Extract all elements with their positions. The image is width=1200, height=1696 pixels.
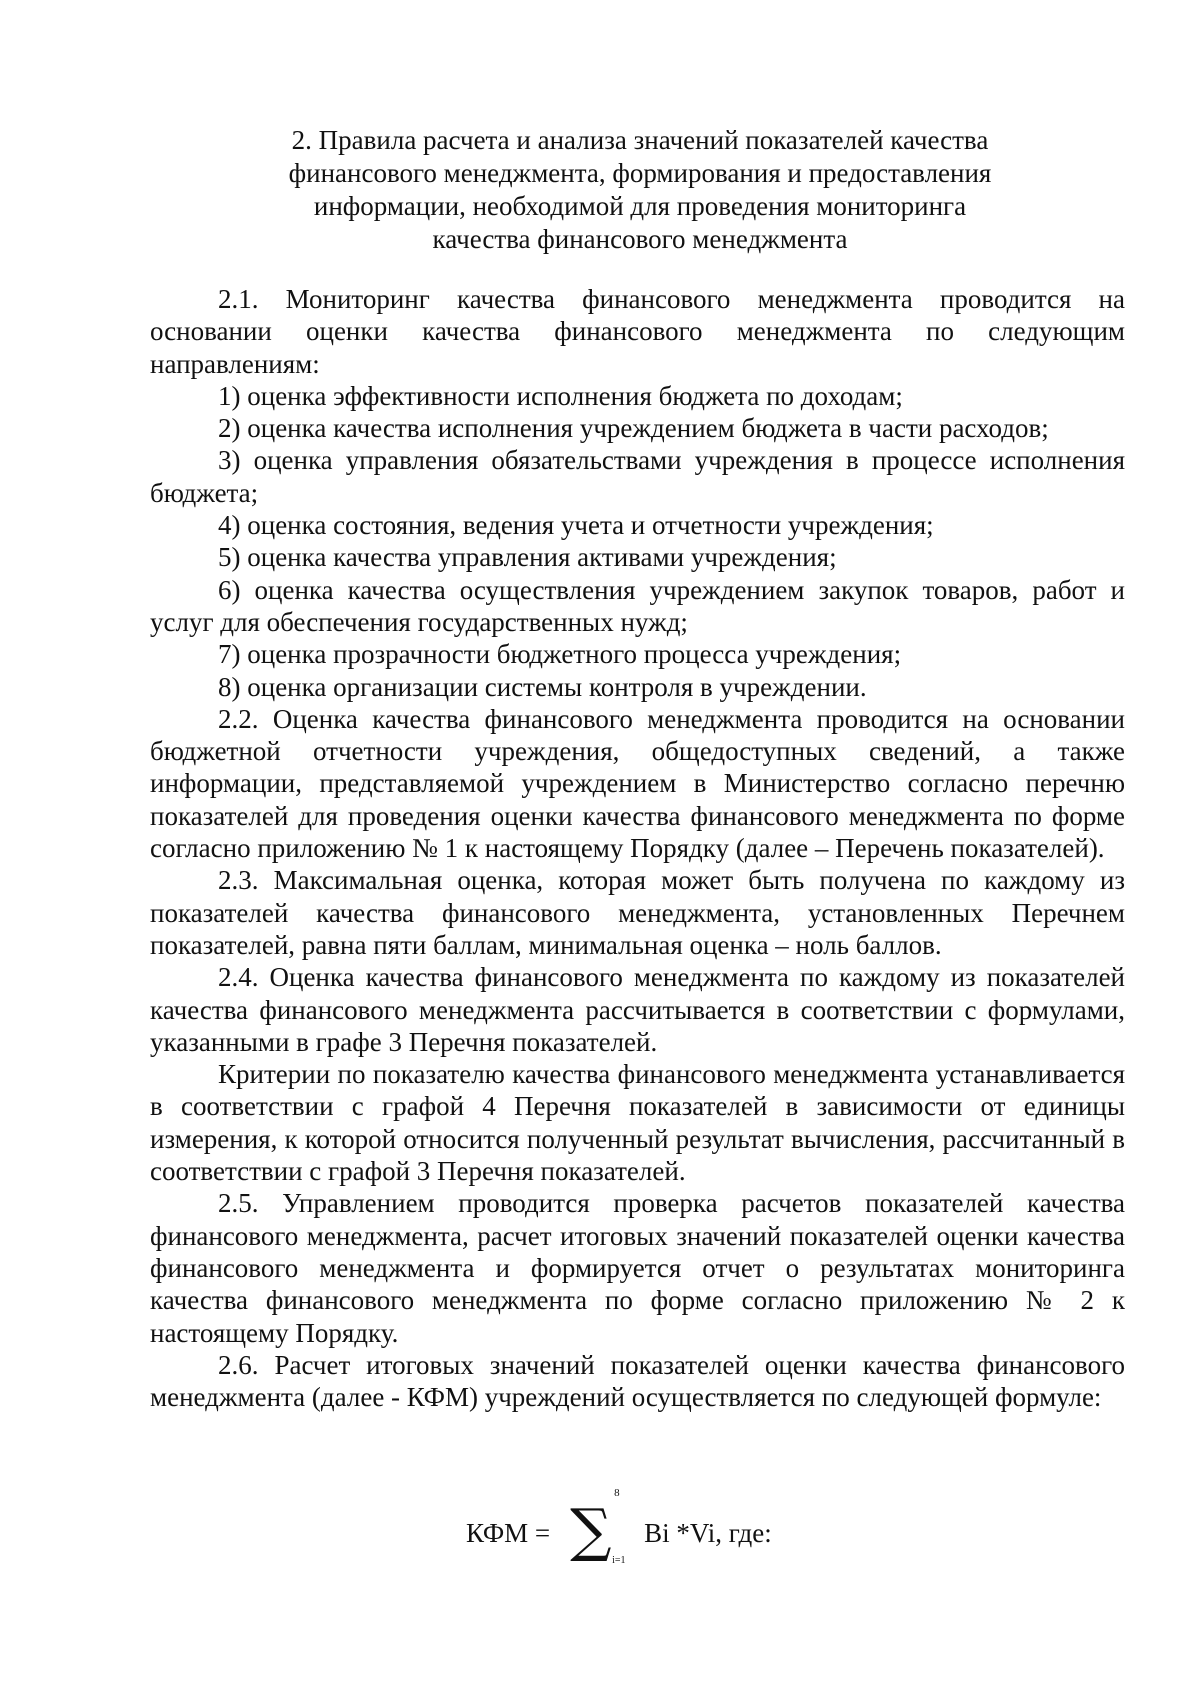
list-item-5: 5) оценка качества управления активами учреждения; bbox=[218, 542, 837, 573]
summation-lower-limit: i=1 bbox=[612, 1555, 626, 1566]
summation bbox=[570, 1487, 634, 1573]
paragraph-2-1: 2.1. Мониторинг качества финансового менеджмента проводится на основании оценки качества финансового менеджмента по следующим направлениям: bbox=[150, 284, 1125, 379]
sigma-symbol: ∑ bbox=[570, 1496, 612, 1564]
list-item-1: 1) оценка эффективности исполнения бюджета по доходам; bbox=[218, 380, 903, 411]
list-item-6: 6) оценка качества осуществления учреждением закупок товаров, работ и услуг для обеспечения государственных нужд; bbox=[150, 574, 1125, 637]
heading-line: финансового менеджмента, формирования и предоставления bbox=[288, 158, 992, 188]
formula-rhs: Bi *Vi, где: bbox=[644, 1517, 772, 1548]
section-heading bbox=[150, 124, 1130, 256]
document-body bbox=[150, 283, 1125, 1413]
formula-lhs: КФМ = bbox=[466, 1517, 551, 1548]
list-item-2: 2) оценка качества исполнения учреждением бюджета в части расходов; bbox=[218, 413, 1049, 444]
kfm-formula bbox=[466, 1487, 772, 1573]
list-item-8: 8) оценка организации системы контроля в учреждении. bbox=[218, 671, 867, 702]
heading-line: информации, необходимой для проведения мониторинга bbox=[313, 191, 967, 221]
paragraph-2-5: 2.5. Управлением проводится проверка расчетов показателей качества финансового менеджмента, расчет итоговых значений показателей оценки качества финансового менеджмента и формируется отчет о результатах мониторинга качества финансового менеджмента по форме согласно приложению № 2 к настоящему Порядку. bbox=[150, 1188, 1125, 1348]
paragraph-criteria: Критерии по показателю качества финансового менеджмента устанавливается в соответствии с графой 4 Перечня показателей в зависимости от единицы измерения, к которой относится полученный результат вычисления, рассчитанный в соответствии с графой 3 Перечня показателей. bbox=[150, 1059, 1125, 1187]
heading-line: качества финансового менеджмента bbox=[432, 224, 848, 254]
summation-upper-limit: 8 bbox=[614, 1487, 620, 1499]
list-item-7: 7) оценка прозрачности бюджетного процесса учреждения; bbox=[218, 639, 902, 670]
list-item-3: 3) оценка управления обязательствами учреждения в процессе исполнения бюджета; bbox=[150, 445, 1125, 508]
list-item-4: 4) оценка состояния, ведения учета и отчетности учреждения; bbox=[218, 510, 934, 541]
paragraph-2-3: 2.3. Максимальная оценка, которая может быть получена по каждому из показателей качества финансового менеджмента, установленных Перечнем показателей, равна пяти баллам, минимальная оценка – ноль баллов. bbox=[150, 865, 1125, 960]
paragraph-2-6: 2.6. Расчет итоговых значений показателей оценки качества финансового менеджмента (далее - КФМ) учреждений осуществляется по следующей формуле: bbox=[150, 1349, 1125, 1413]
paragraph-2-2: 2.2. Оценка качества финансового менеджмента проводится на основании бюджетной отчетности учреждения, общедоступных сведений, а также информации, представляемой учреждением в Министерство согласно перечню показателей для проведения оценки качества финансового менеджмента по форме согласно приложению № 1 к настоящему Порядку (далее – Перечень показателей). bbox=[150, 703, 1125, 864]
paragraph-2-4: 2.4. Оценка качества финансового менеджмента по каждому из показателей качества финансового менеджмента рассчитывается в соответствии с формулами, указанными в графе 3 Перечня показателей. bbox=[150, 962, 1125, 1057]
heading-line: 2. Правила расчета и анализа значений показателей качества bbox=[291, 125, 989, 155]
